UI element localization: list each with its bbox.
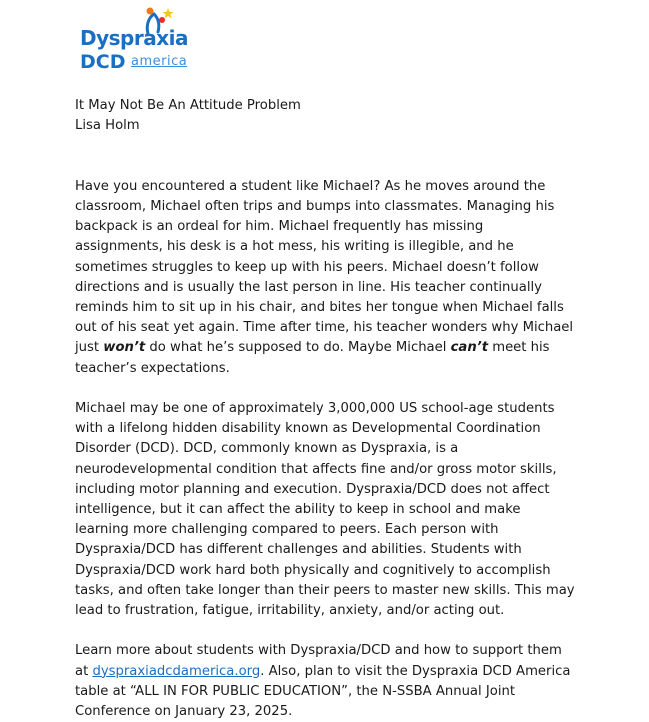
paragraph-3-text-b: . Also, plan to visit the Dyspraxia DCD America table at “ALL IN FOR PUBLIC EDUCATION”, the N-SSBA Annual Joint Conference on January 23, 2025.: [75, 663, 571, 720]
article-title: It May Not Be An Attitude Problem: [75, 98, 301, 113]
article-author: Lisa Holm: [75, 118, 140, 134]
paragraph-2: Michael may be one of approximately 3,000,000 US school-age students with a lifelong hidden disability known as Developmental Coordination Disorder (DCD). DCD, commonly known as Dyspraxia, is a neurodevelopmental condition that affects fine and/or gross motor skills, including motor planning and execution. Dyspraxia/DCD does not affect intelligence, but it can affect the ability to keep in school and make learning more challenging compared to peers. Each person with Dyspraxia/DCD has different challenges and abilities. Students with Dyspraxia/DCD work hard both physically and cognitively to accomplish tasks, and often take longer than their peers to master new skills. This may lead to frustration, fatigue, irritability, anxiety, and/or acting out.: [75, 401, 575, 619]
emphasis-wont: won’t: [103, 340, 146, 356]
logo-america-text: america: [131, 54, 188, 69]
dyspraxia-dcd-america-logo: [78, 6, 193, 72]
logo-wordmark: Dyspraxia: [80, 26, 188, 50]
paragraph-1: [75, 177, 575, 379]
article-body: [75, 96, 575, 722]
paragraph-1-text-b: do what he’s supposed to do. Maybe Michael: [145, 340, 451, 356]
logo-dcd-text: DCD: [80, 51, 126, 73]
website-link[interactable]: dyspraxiadcdamerica.org: [92, 663, 261, 679]
paragraph-3-text-a: Learn more about students with Dyspraxia/DCD and how to support them at: [75, 643, 562, 679]
paragraph-1-text-c: meet his teacher’s expectations.: [75, 340, 550, 376]
emphasis-cant: can’t: [450, 340, 489, 356]
paragraph-1-text-a: Have you encountered a student like Michael? As he moves around the classroom, Michael often trips and bumps into classmates. Managing his backpack is an ordeal for him. Michael frequently has missing assignments, his desk is a hot mess, his writing is illegible, and he sometimes struggles to keep up with his peers. Michael doesn’t follow directions and is usually the last person in line. His teacher continually reminds him to sit up in his chair, and bites her tongue when Michael falls out of his seat yet again. Time after time, his teacher wonders why Michael just: [75, 178, 574, 356]
paragraph-3: [75, 641, 575, 722]
